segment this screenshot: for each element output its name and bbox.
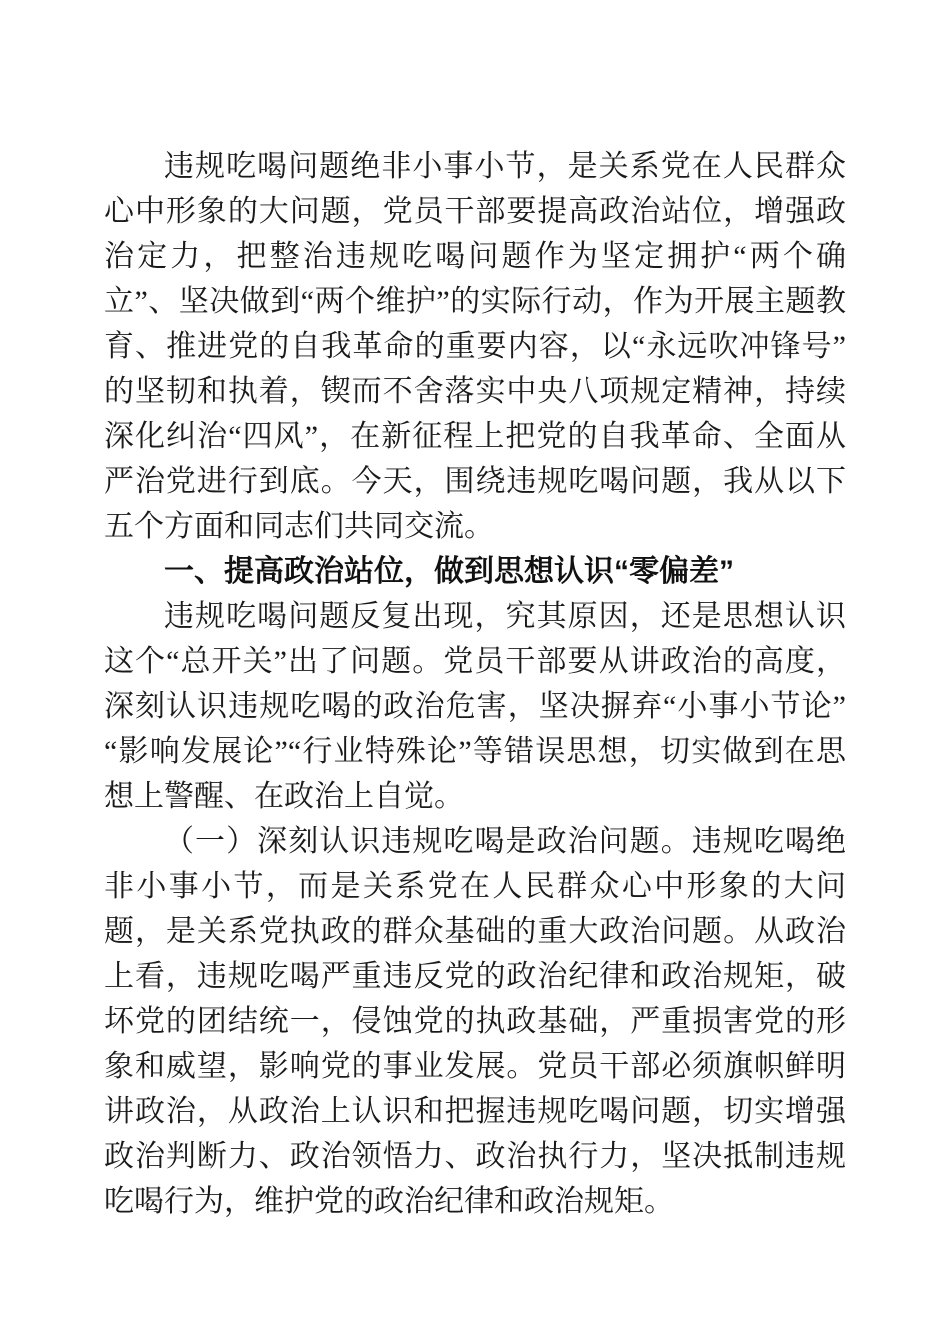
paragraph-section-one-intro: 违规吃喝问题反复出现，究其原因，还是思想认识这个“总开关”出了问题。党员干部要从讲政治的高度，深刻认识违规吃喝的政治危害，坚决摒弃“小事小节论”“影响发展论”“行业特殊论”等错误思想，切实做到在思想上警醒、在政治上自觉。 [104,600,846,813]
paragraph-subsection-one [104,819,846,1224]
section-heading-one: 一、提高政治站位，做到思想认识“零偏差” [164,555,734,588]
document-text-block [104,144,846,1224]
paragraph-opening: 违规吃喝问题绝非小事小节，是关系党在人民群众心中形象的大问题，党员干部要提高政治站位，增强政治定力，把整治违规吃喝问题作为坚定拥护“两个确立”、坚决做到“两个维护”的实际行动，作为开展主题教育、推进党的自我革命的重要内容，以“永远吹冲锋号”的坚韧和执着，锲而不舍落实中央八项规定精神，持续深化纠治“四风”，在新征程上把党的自我革命、全面从严治党进行到底。今天，围绕违规吃喝问题，我从以下五个方面和同志们共同交流。 [104,150,846,543]
subsection-one-body: 违规吃喝绝非小事小节，而是关系党在人民群众心中形象的大问题，是关系党执政的群众基础的重大政治问题。从政治上看，违规吃喝严重违反党的政治纪律和政治规矩，破坏党的团结统一，侵蚀党的执政基础，严重损害党的形象和威望，影响党的事业发展。党员干部必须旗帜鲜明讲政治，从政治上认识和把握违规吃喝问题，切实增强政治判断力、政治领悟力、政治执行力，坚决抵制违规吃喝行为，维护党的政治纪律和政治规矩。 [104,825,847,1218]
subsection-one-lead: （一）深刻认识违规吃喝是政治问题。 [164,825,692,858]
